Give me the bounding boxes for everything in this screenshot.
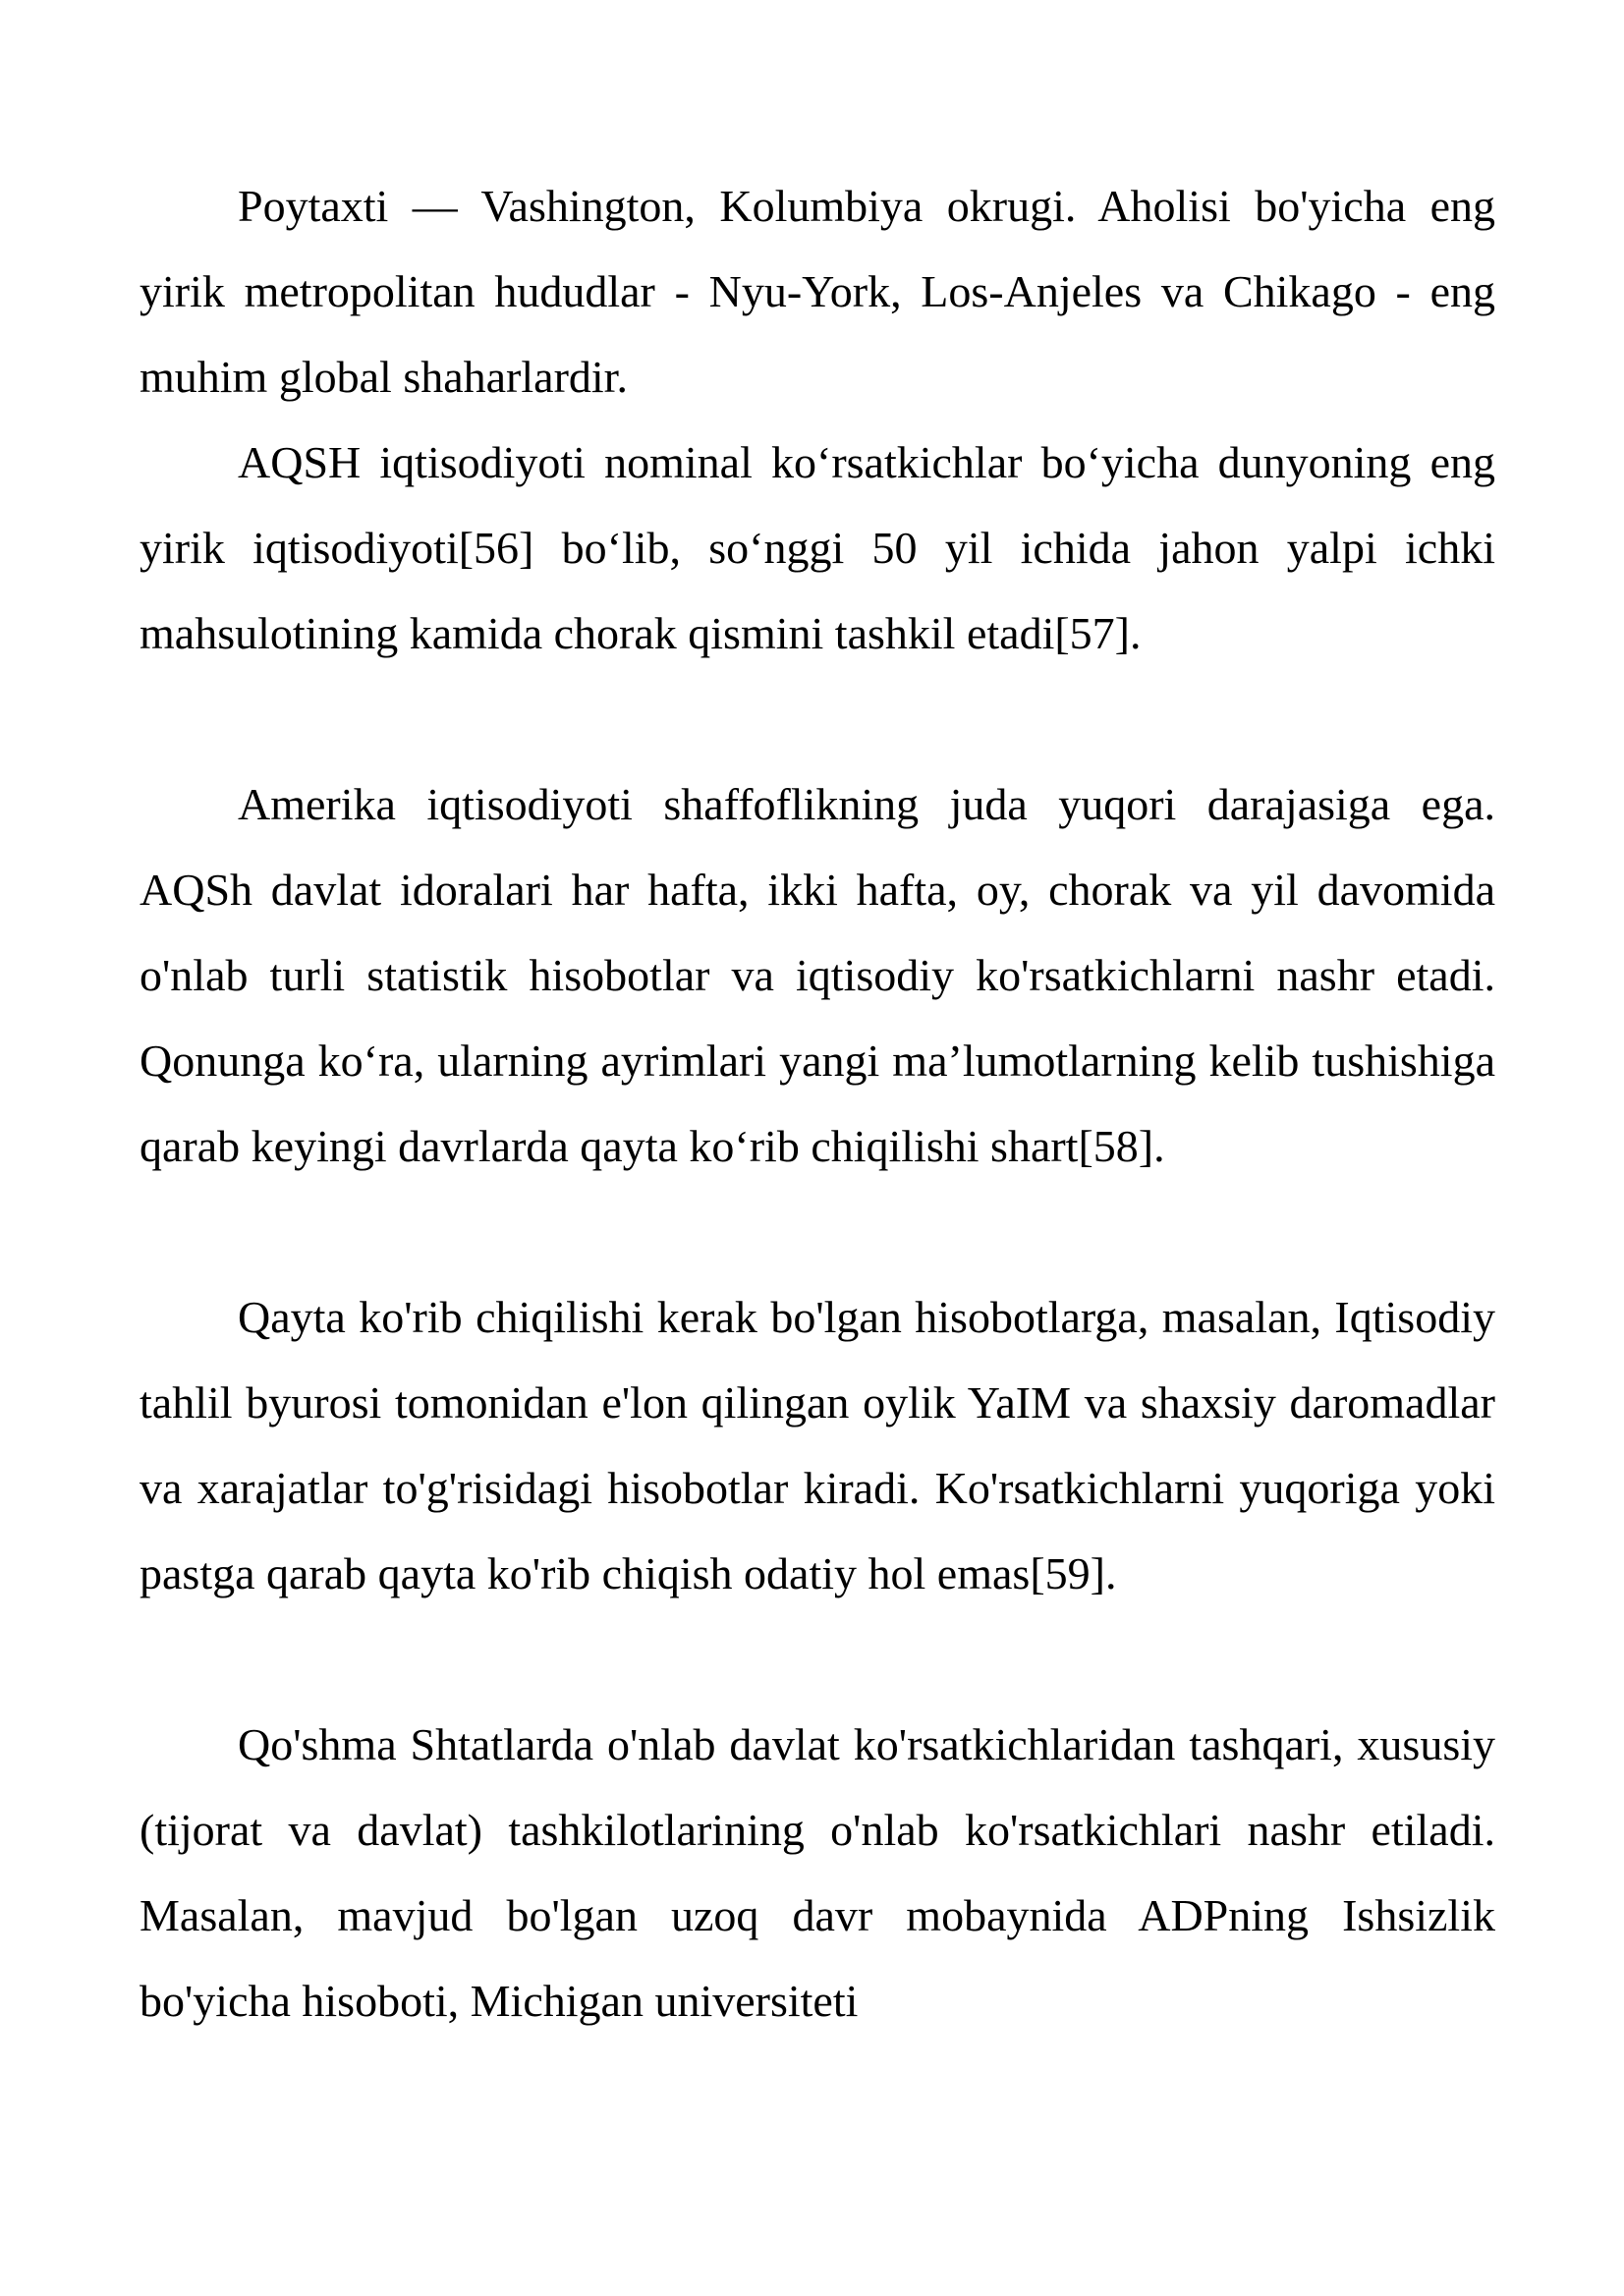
paragraph-economy-size: AQSH iqtisodiyoti nominal ko‘rsatkichlar bo‘yicha dunyoning eng yirik iqtisodiyoti[56] bo‘lib, so‘nggi 50 yil ichida jahon yalpi ichki mahsulotining kamida chorak qismini tashkil etadi[57].	[140, 437, 1495, 658]
paragraph-capital: Poytaxti — Vashington, Kolumbiya okrugi. Aholisi bo'yicha eng yirik metropolitan hududlar - Nyu-York, Los-Anjeles va Chikago - eng muhim global shaharlardir.	[140, 181, 1495, 402]
paragraph-revisions: Qayta ko'rib chiqilishi kerak bo'lgan hisobotlarga, masalan, Iqtisodiy tahlil byurosi tomonidan e'lon qilingan oylik YaIM va shaxsiy daromadlar va xarajatlar to'g'risidagi hisobotlar kiradi. Ko'rsatkichlarni yuqoriga yoki pastga qarab qayta ko'rib chiqish odatiy hol emas[59].	[140, 1292, 1495, 1598]
paragraph-spacer	[140, 676, 1495, 761]
paragraph-transparency: Amerika iqtisodiyoti shaffoflikning juda yuqori darajasiga ega. AQSh davlat idoralari har hafta, ikki hafta, oy, chorak va yil davomida o'nlab turli statistik hisobotlar va iqtisodiy ko'rsatkichlarni nashr etadi. Qonunga ko‘ra, ularning ayrimlari yangi ma’lumotlarning kelib tushishiga qarab keyingi davrlarda qayta ko‘rib chiqilishi shart[58].	[140, 779, 1495, 1171]
paragraph-spacer	[140, 1616, 1495, 1702]
paragraph-spacer	[140, 1189, 1495, 1274]
document-body	[140, 163, 1495, 2044]
paragraph-private-indicators: Qo'shma Shtatlarda o'nlab davlat ko'rsatkichlaridan tashqari, xususiy (tijorat va davlat) tashkilotlarining o'nlab ko'rsatkichlari nashr etiladi. Masalan, mavjud bo'lgan uzoq davr mobaynida ADPning Ishsizlik bo'yicha hisoboti, Michigan universiteti	[140, 1719, 1495, 2026]
